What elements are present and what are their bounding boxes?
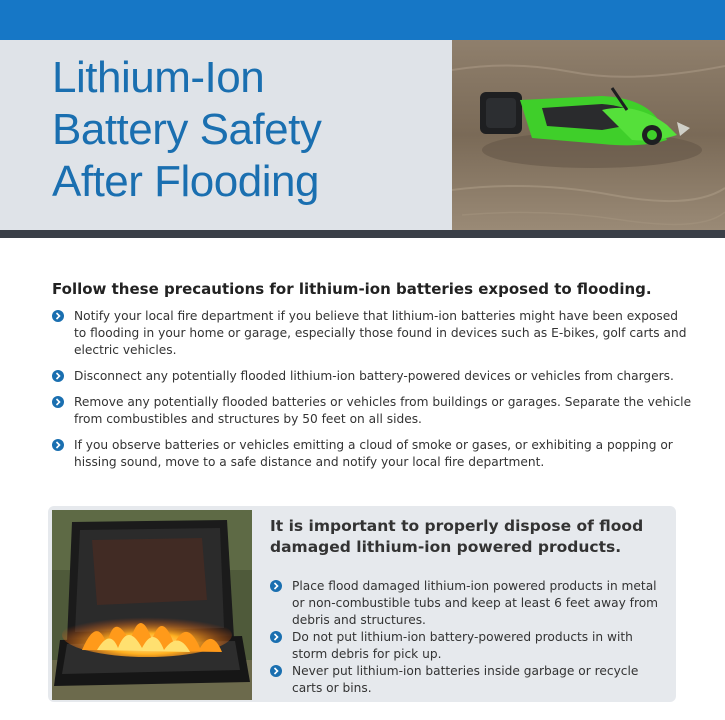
list-item — [52, 368, 692, 385]
disposal-heading: It is important to properly dispose of flood damaged lithium-ion powered products. — [270, 517, 644, 556]
chevron-right-icon — [52, 439, 64, 451]
bullet-text: Remove any potentially flooded batteries or vehicles from buildings or garages. Separate the vehicle from combustibles and structures by 50 feet on all sides. — [74, 395, 692, 426]
title-line-3: After Flooding — [52, 157, 319, 206]
bullet-text: Disconnect any potentially flooded lithium-ion battery-powered devices or vehicles from chargers. — [74, 369, 674, 383]
bullet-text: Notify your local fire department if you believe that lithium-ion batteries might have been exposed to flooding in your home or garage, especially those found in devices such as E-bikes, golf carts and electric vehicles. — [74, 309, 687, 357]
bullet-text: Never put lithium-ion batteries inside garbage or recycle carts or bins. — [292, 664, 639, 695]
precautions-heading: Follow these precautions for lithium-ion batteries exposed to flooding. — [52, 280, 652, 298]
bullet-text: Place flood damaged lithium-ion powered products in metal or non-combustible tubs and keep at least 6 feet away from debris and structures. — [292, 579, 659, 627]
list-item — [270, 629, 670, 663]
list-item — [52, 394, 692, 428]
list-item — [270, 663, 670, 697]
top-accent-bar — [0, 0, 725, 40]
chevron-right-icon — [52, 310, 64, 322]
page-title — [52, 52, 432, 208]
header-divider — [0, 230, 725, 238]
flooded-scooter-photo — [452, 40, 725, 230]
chevron-right-icon — [270, 631, 282, 643]
bullet-text: If you observe batteries or vehicles emitting a cloud of smoke or gases, or exhibiting a popping or hissing sound, move to a safe distance and notify your local fire department. — [74, 438, 673, 469]
precautions-list — [52, 308, 692, 480]
chevron-right-icon — [52, 396, 64, 408]
chevron-right-icon — [270, 580, 282, 592]
burning-laptop-photo — [52, 510, 252, 700]
disposal-list — [270, 578, 670, 697]
list-item — [52, 437, 692, 471]
title-line-1: Lithium-Ion — [52, 53, 265, 102]
chevron-right-icon — [52, 370, 64, 382]
list-item — [52, 308, 692, 359]
list-item — [270, 578, 670, 629]
chevron-right-icon — [270, 665, 282, 677]
title-line-2: Battery Safety — [52, 105, 322, 154]
bullet-text: Do not put lithium-ion battery-powered products in with storm debris for pick up. — [292, 630, 633, 661]
